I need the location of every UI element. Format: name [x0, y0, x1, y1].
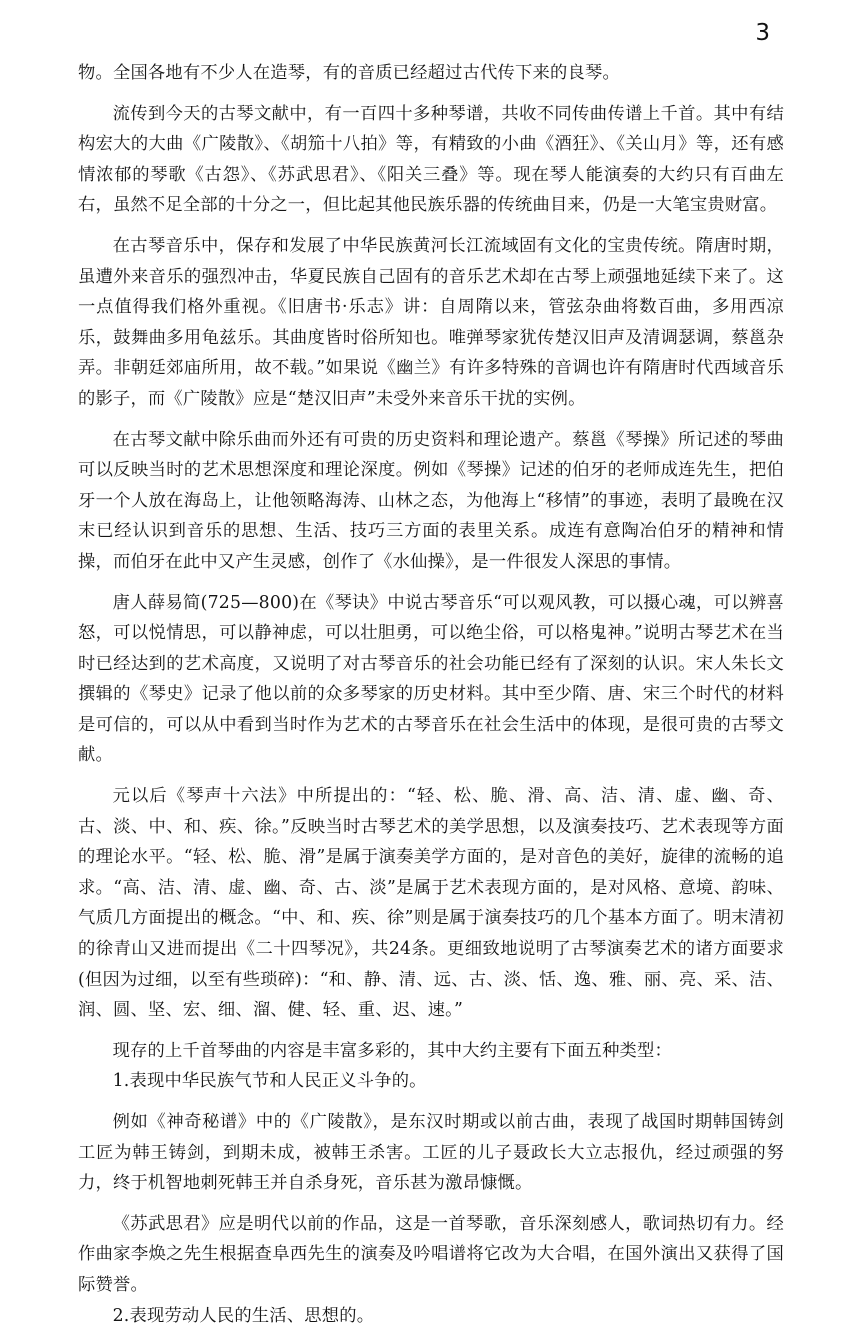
paragraph-continuation: 物。全国各地有不少人在造琴，有的音质已经超过古代传下来的良琴。: [78, 63, 620, 83]
paragraph-five-types-intro: 现存的上千首琴曲的内容是丰富多彩的，其中大约主要有下面五种类型：: [112, 1040, 672, 1061]
section-heading-1: 1.表现中华民族气节和人民正义斗争的。: [112, 1071, 427, 1092]
paragraph-guanglingsan: 例如《神奇秘谱》中的《广陵散》，是东汉时期或以前古曲，表现了战国时期韩国铸剑工匠为韩王铸剑，到期未成，被韩王杀害。工匠的儿子聂政长大立志报仇，经过顽强的努力，终于机智地刺死韩王并自杀身死，音乐甚为激昂慷慨。: [78, 1112, 784, 1194]
paragraph-tang-qinjue: 唐人薛易简(725—800)在《琴诀》中说古琴音乐“可以观风教，可以摄心魂，可以辨喜怒，可以悦情思，可以静神虑，可以壮胆勇，可以绝尘俗，可以格鬼神。”说明古琴艺术在当时已经达到的艺术高度，又说明了对古琴音乐的社会功能已经有了深刻的认识。宋人朱长文撰辑的《琴史》记录了他以前的众多琴家的历史材料。其中至少隋、唐、宋三个时代的材料是可信的，可以从中看到当时作为艺术的古琴音乐在社会生活中的体现，是很可贵的古琴文献。: [78, 592, 784, 766]
page-number: 3: [755, 20, 770, 46]
paragraph-suwu-sijun: 《苏武思君》应是明代以前的作品，这是一首琴歌，音乐深刻感人，歌词热切有力。经作曲家李焕之先生根据查阜西先生的演奏及吟唱谱将它改为大合唱，在国外演出又获得了国际赞誉。: [78, 1213, 784, 1295]
paragraph-historical-theory: 在古琴文献中除乐曲而外还有可贵的历史资料和理论遗产。蔡邕《琴操》所记述的琴曲可以反映当时的艺术思想深度和理论深度。例如《琴操》记述的伯牙的老师成连先生，把伯牙一个人放在海岛上，让他领略海涛、山林之态，为他海上“移情”的事迹，表明了最晚在汉末已经认识到音乐的思想、生活、技巧三方面的表里关系。成连有意陶冶伯牙的精神和情操，而伯牙在此中又产生灵感，创作了《水仙操》，是一件很发人深思的事情。: [78, 429, 784, 572]
paragraph-cultural-tradition: 在古琴音乐中，保存和发展了中华民族黄河长江流域固有文化的宝贵传统。隋唐时期，虽遭外来音乐的强烈冲击，华夏民族自己固有的音乐艺术却在古琴上顽强地延续下来了。这一点值得我们格外重视。《旧唐书·乐志》讲：自周隋以来，管弦杂曲将数百曲，多用西凉乐，鼓舞曲多用龟兹乐。其曲度皆时俗所知也。唯弹琴家犹传楚汉旧声及清调瑟调，蔡邕杂弄。非朝廷郊庙所用，故不载。”如果说《幽兰》有许多特殊的音调也许有隋唐时代西域音乐的影子，而《广陵散》应是“楚汉旧声”未受外来音乐干扰的实例。: [78, 235, 784, 409]
paragraph-qin-literature: 流传到今天的古琴文献中，有一百四十多种琴谱，共收不同传曲传谱上千首。其中有结构宏大的大曲《广陵散》、《胡笳十八拍》等，有精致的小曲《酒狂》、《关山月》等，还有感情浓郁的琴歌《古怨》、《苏武思君》、《阳关三叠》等。现在琴人能演奏的大约只有百曲左右，虽然不足全部的十分之一，但比起其他民族乐器的传统曲目来，仍是一大笔宝贵财富。: [78, 103, 784, 216]
paragraph-sixteen-methods: 元以后《琴声十六法》中所提出的：“轻、松、脆、滑、高、洁、清、虚、幽、奇、古、淡、中、和、疾、徐。”反映当时古琴艺术的美学思想，以及演奏技巧、艺术表现等方面的理论水平。“轻、松、脆、滑”是属于演奏美学方面的，是对音色的美好，旋律的流畅的追求。“高、洁、清、虚、幽、奇、古、淡”是属于艺术表现方面的，是对风格、意境、韵味、气质几方面提出的概念。“中、和、疾、徐”则是属于演奏技巧的几个基本方面了。明末清初的徐青山又进而提出《二十四琴况》，共24条。更细致地说明了古琴演奏艺术的诸方面要求(但因为过细，以至有些琐碎)：“和、静、清、远、古、淡、恬、逸、雅、丽、亮、采、洁、润、圆、坚、宏、细、溜、健、轻、重、迟、速。”: [78, 786, 784, 1021]
section-heading-2: 2.表现劳动人民的生活、思想的。: [112, 1305, 375, 1326]
